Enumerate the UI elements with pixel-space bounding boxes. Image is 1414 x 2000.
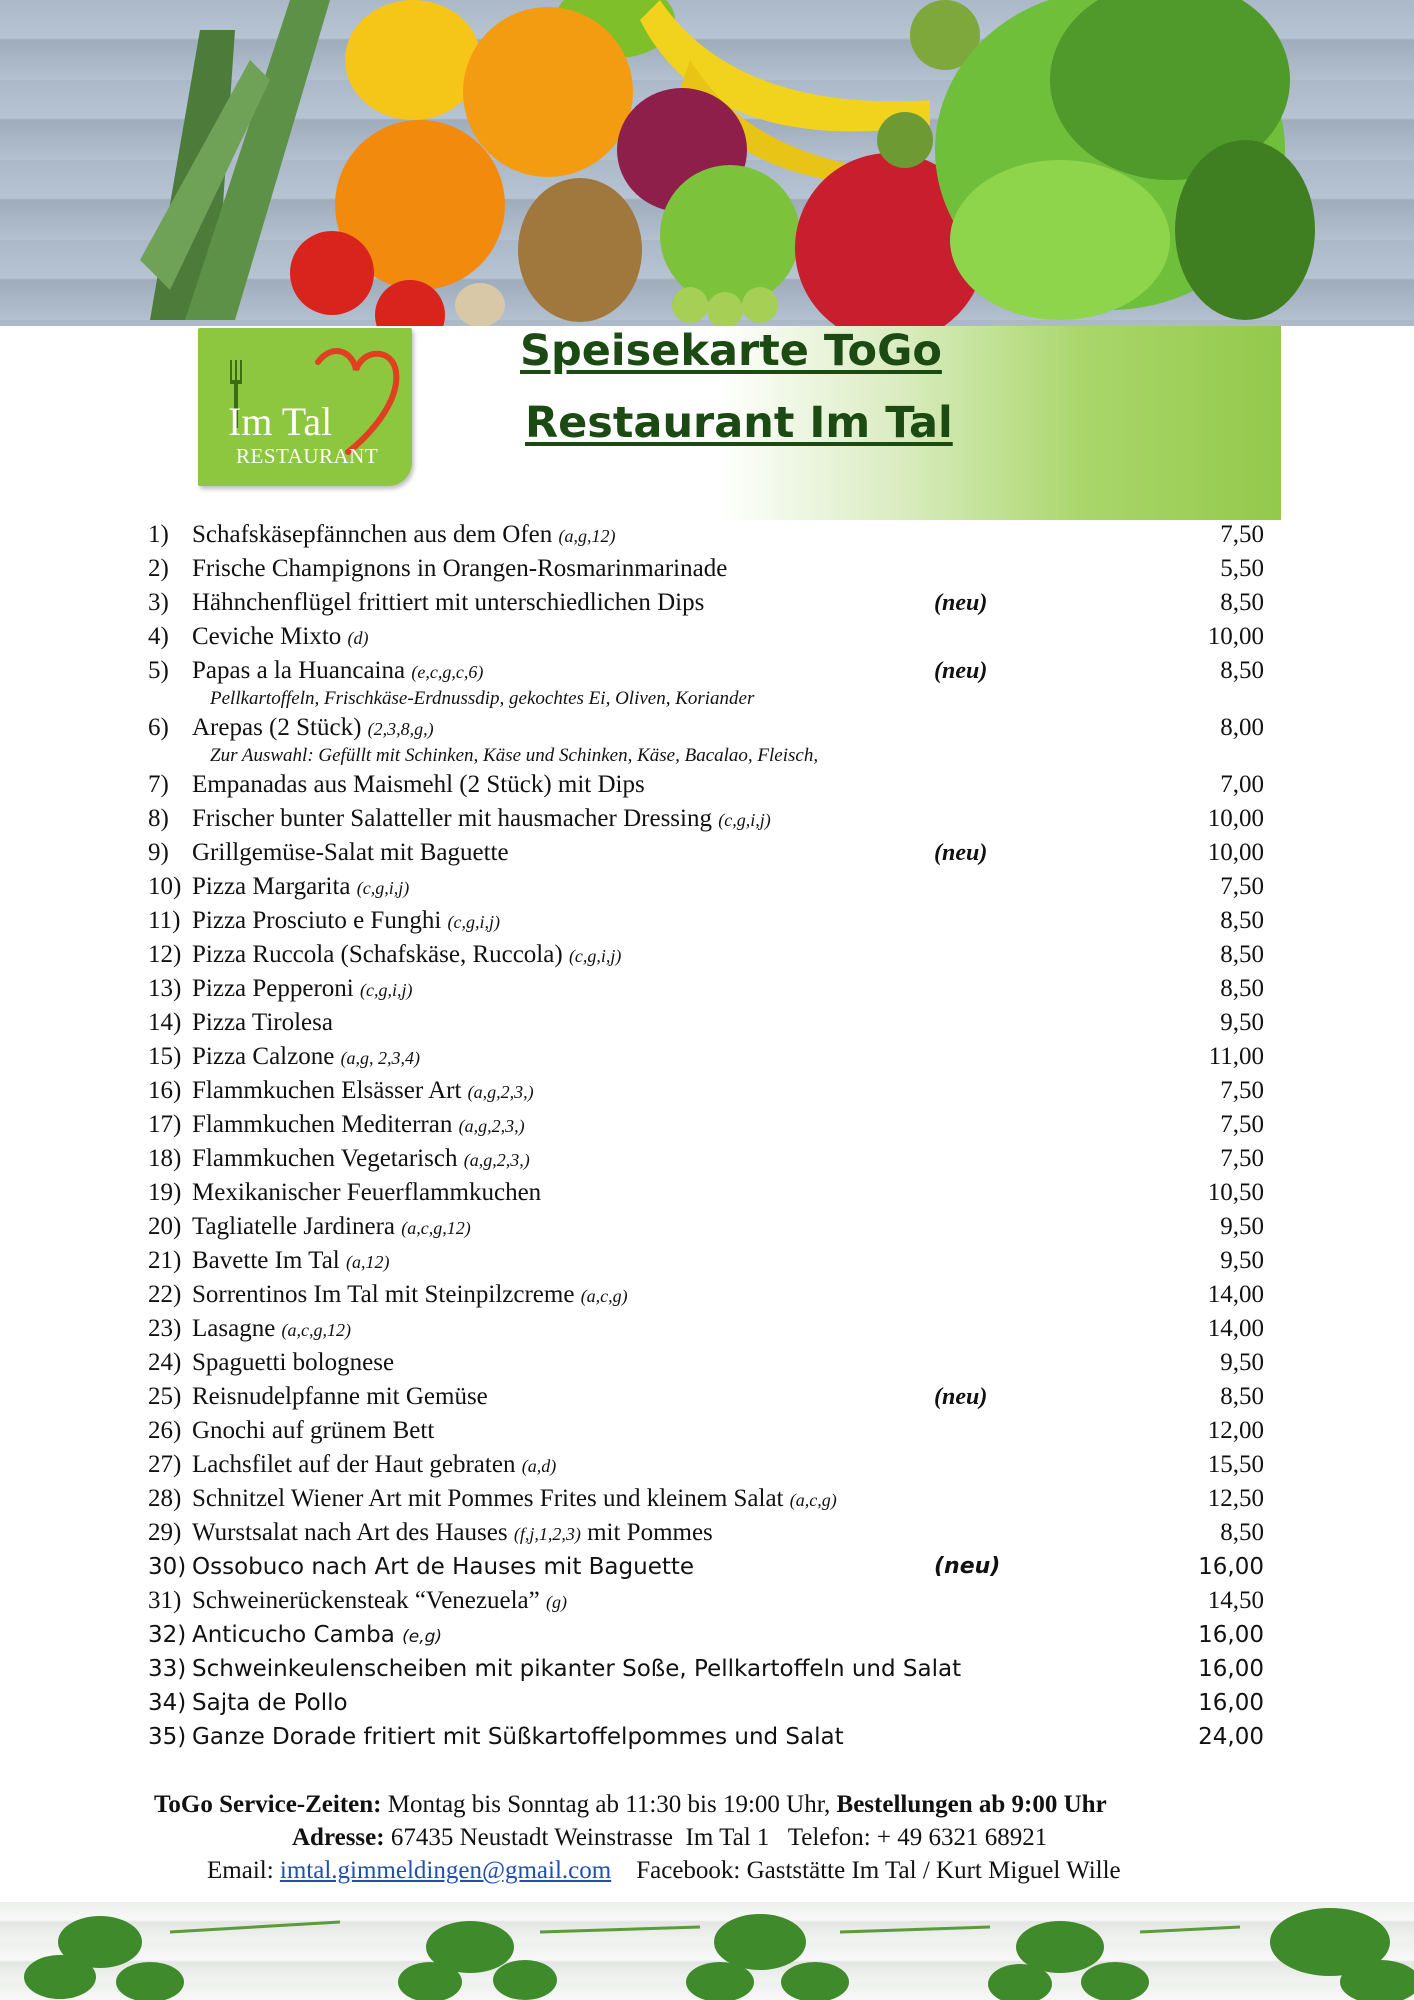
menu-item-allergens: (a,g,2,3,) [467, 1082, 534, 1102]
menu-item-name-line [192, 906, 500, 937]
menu-item-name-line [192, 1042, 420, 1073]
menu-item-allergens: (a,g, 2,3,4) [340, 1048, 421, 1068]
menu-item-price: 7,50 [1220, 1111, 1264, 1138]
menu-item [148, 1210, 1264, 1244]
menu-item [148, 1652, 1264, 1686]
menu-item-name: Schweinkeulenscheiben mit pikanter Soße, Pellkartoffeln und Salat [192, 1656, 962, 1682]
menu-item [148, 586, 1264, 620]
new-badge: (neu) [934, 658, 988, 684]
menu-item-number: 12) [148, 941, 182, 968]
menu-item-price: 16,00 [1198, 1622, 1264, 1648]
menu-item-number: 7) [148, 771, 169, 798]
menu-item-name-line [192, 1280, 628, 1311]
menu-item-name-line [192, 520, 616, 551]
menu-item-price: 7,50 [1220, 1077, 1264, 1104]
service-text: Montag bis Sonntag ab 11:30 bis 19:00 Uhr, [387, 1791, 831, 1818]
menu-item [148, 1006, 1264, 1040]
menu-item-name-line [192, 1008, 333, 1038]
menu-item-suffix: mit Pommes [587, 1519, 713, 1546]
menu-item-allergens: (a,g,2,3,) [463, 1150, 530, 1170]
menu-item-number: 16) [148, 1077, 182, 1104]
menu-item-name: Pizza Prosciuto e Funghi [192, 907, 442, 934]
menu-item-name: Pizza Tirolesa [192, 1009, 333, 1036]
menu-item [148, 1414, 1264, 1448]
menu-item-name: Frische Champignons in Orangen-Rosmarinmarinade [192, 555, 728, 582]
menu-item-price: 8,50 [1220, 1519, 1264, 1546]
menu-item-name: Frischer bunter Salatteller mit hausmacher Dressing [192, 805, 712, 832]
menu-item-price: 11,00 [1208, 1043, 1264, 1070]
menu-item-number: 31) [148, 1587, 182, 1614]
menu-item-description: Zur Auswahl: Gefüllt mit Schinken, Käse und Schinken, Käse, Bacalao, Fleisch, [210, 745, 819, 766]
menu-item-name: Sajta de Pollo [192, 1690, 348, 1716]
new-badge: (neu) [934, 590, 988, 616]
logo-subtitle: RESTAURANT [236, 444, 379, 468]
menu-item-number: 6) [148, 714, 169, 741]
menu-item-name-line [192, 770, 645, 800]
menu-item-price: 9,50 [1220, 1349, 1264, 1376]
menu-item [148, 768, 1264, 802]
menu-item-number: 33) [148, 1656, 187, 1682]
new-badge: (neu) [934, 840, 988, 866]
menu-item [148, 802, 1264, 836]
menu-item-name: Flammkuchen Mediterran [192, 1111, 453, 1138]
service-label: ToGo Service-Zeiten: [154, 1791, 382, 1818]
menu-item-name: Pizza Calzone [192, 1043, 335, 1070]
menu-item-name-line [192, 588, 704, 618]
menu-item-number: 21) [148, 1247, 182, 1274]
restaurant-name: Restaurant Im Tal [525, 398, 953, 448]
menu-item-name-line [192, 1144, 530, 1175]
menu-item-price: 16,00 [1198, 1690, 1264, 1716]
menu-item [148, 1074, 1264, 1108]
logo-name: Im Tal [228, 399, 333, 444]
menu-item-name: Sorrentinos Im Tal mit Steinpilzcreme [192, 1281, 575, 1308]
menu-item-price: 12,50 [1207, 1485, 1264, 1512]
menu-item-name: Bavette Im Tal [192, 1247, 340, 1274]
menu-item [148, 1448, 1264, 1482]
menu-item-allergens: (a,g,12) [558, 526, 616, 546]
menu-item-name-line [192, 1382, 488, 1412]
menu-item-price: 16,00 [1198, 1554, 1264, 1580]
banner-illustration [0, 0, 1414, 326]
menu-item [148, 870, 1264, 904]
menu-item [148, 1142, 1264, 1176]
menu-item-allergens: (a,g,2,3,) [458, 1116, 525, 1136]
menu-item-name: Mexikanischer Feuerflammkuchen [192, 1179, 542, 1206]
menu-item-price: 12,00 [1207, 1417, 1264, 1444]
menu-item-name: Anticucho Camba [192, 1622, 395, 1648]
menu-item-allergens: (e,g) [402, 1627, 443, 1647]
menu-item [148, 1108, 1264, 1142]
menu-item-price: 9,50 [1220, 1009, 1264, 1036]
menu-item-name-line [192, 1246, 390, 1277]
menu-item-name: Spaguetti bolognese [192, 1349, 395, 1376]
menu-item-name-line [192, 1722, 844, 1752]
menu-item-name-line [192, 1620, 442, 1652]
menu-item-price: 10,50 [1207, 1179, 1264, 1206]
menu-item-name: Wurstsalat nach Art des Hauses [192, 1519, 508, 1546]
menu-item-allergens: (g) [545, 1592, 567, 1612]
menu-item-price: 14,00 [1207, 1281, 1264, 1308]
menu-item-number: 34) [148, 1690, 187, 1716]
menu-item-number: 15) [148, 1043, 182, 1070]
menu-item-number: 26) [148, 1417, 182, 1444]
menu-item [148, 620, 1264, 654]
menu-item-name-line [192, 1586, 567, 1617]
menu-item [148, 518, 1264, 552]
menu-item [148, 1346, 1264, 1380]
menu-item-allergens: (2,3,8,g,) [367, 719, 434, 739]
menu-item-number: 22) [148, 1281, 182, 1308]
menu-item [148, 1686, 1264, 1720]
restaurant-logo [198, 328, 412, 486]
menu-item-allergens: (a,12) [346, 1252, 390, 1272]
menu-item-name: Pizza Pepperoni [192, 975, 354, 1002]
menu-item-name: Ganze Dorade fritiert mit Süßkartoffelpommes und Salat [192, 1724, 844, 1750]
menu-item-allergens: (a,c,g,12) [281, 1320, 352, 1340]
facebook-info: Facebook: Gaststätte Im Tal / Kurt Miguel Wille [636, 1857, 1121, 1884]
menu-item-allergens: (a,c,g,12) [401, 1218, 471, 1238]
menu-item-name: Hähnchenflügel frittiert mit unterschiedlichen Dips [192, 589, 705, 616]
menu-item-allergens: (e,c,g,c,6) [411, 662, 484, 682]
menu-item-price: 8,00 [1220, 714, 1264, 741]
menu-item [148, 1618, 1264, 1652]
menu-item-allergens: (a,c,g) [789, 1490, 837, 1510]
menu-item-name-line [192, 1178, 541, 1208]
menu-item [148, 1312, 1264, 1346]
menu-item-name: Empanadas aus Maismehl (2 Stück) mit Dips [192, 771, 645, 798]
menu-item [148, 711, 1264, 745]
email-link[interactable]: imtal.gimmeldingen@gmail.com [279, 1857, 612, 1884]
menu-item-name-line [192, 1654, 961, 1684]
menu-item-price: 8,50 [1220, 941, 1264, 968]
menu-item-name-line [192, 656, 483, 687]
menu-item-number: 28) [148, 1485, 182, 1512]
menu-item-name-line [192, 1416, 434, 1446]
menu-item-allergens: (c,g,i,j) [447, 912, 501, 932]
menu-item-name: Arepas (2 Stück) [192, 714, 362, 741]
menu-item-number: 1) [148, 521, 169, 548]
menu-item-allergens: (a,d) [521, 1456, 557, 1476]
menu-item-name-line [192, 554, 727, 584]
menu-item-number: 17) [148, 1111, 182, 1138]
menu-item-price: 15,50 [1207, 1451, 1264, 1478]
menu-item-name: Flammkuchen Elsässer Art [192, 1077, 462, 1104]
menu-item-price: 7,50 [1220, 873, 1264, 900]
menu-item-number: 3) [148, 589, 169, 616]
menu-item-name: Schafskäsepfännchen aus dem Ofen [192, 521, 553, 548]
menu-item-number: 13) [148, 975, 182, 1002]
address-line [292, 1821, 1047, 1854]
menu-title: Speisekarte ToGo [520, 326, 942, 376]
new-badge: (neu) [934, 1384, 988, 1410]
menu-item [148, 1550, 1264, 1584]
menu-item-name-line [192, 622, 369, 653]
facebook-text [617, 1857, 636, 1884]
menu-item [148, 552, 1264, 586]
menu-item-name-line [192, 1518, 713, 1549]
menu-item-name: Ceviche Mixto [192, 623, 342, 650]
menu-item-number: 25) [148, 1383, 182, 1410]
menu-item [148, 1176, 1264, 1210]
menu-item-name-line [192, 1450, 556, 1481]
menu-item-number: 30) [148, 1554, 187, 1580]
menu-item-price: 7,00 [1220, 771, 1264, 798]
menu-item-allergens: (d) [347, 628, 369, 648]
menu-item-number: 10) [148, 873, 182, 900]
menu-item-name: Grillgemüse-Salat mit Baguette [192, 839, 509, 866]
menu-item [148, 938, 1264, 972]
menu-item-name-line [192, 1076, 534, 1107]
email-label: Email: [207, 1857, 274, 1884]
menu-item-price: 24,00 [1198, 1724, 1264, 1750]
menu-item-number: 5) [148, 657, 169, 684]
menu-item-name: Schweinerückensteak “Venezuela” [192, 1587, 540, 1614]
menu-item-number: 9) [148, 839, 169, 866]
menu-item-allergens: (c,g,i,j) [568, 946, 622, 966]
menu-item [148, 654, 1264, 688]
menu-item-name-line [192, 838, 509, 868]
menu-item [148, 1482, 1264, 1516]
menu-item-price: 9,50 [1220, 1213, 1264, 1240]
menu-item-name-line [192, 872, 409, 903]
menu-item-name: Lasagne [192, 1315, 276, 1342]
menu-item [148, 1584, 1264, 1618]
orders-text: Bestellungen ab 9:00 Uhr [836, 1791, 1107, 1818]
menu-item-name: Schnitzel Wiener Art mit Pommes Frites und kleinem Salat [192, 1485, 784, 1512]
menu-item-price: 14,00 [1207, 1315, 1264, 1342]
menu-item [148, 836, 1264, 870]
menu-item-name: Pizza Margarita [192, 873, 351, 900]
herb-illustration [0, 1902, 1414, 2000]
menu-item-price: 7,50 [1220, 1145, 1264, 1172]
menu-item-number: 29) [148, 1519, 182, 1546]
menu-item-description: Pellkartoffeln, Frischkäse-Erdnussdip, gekochtes Ei, Oliven, Koriander [210, 688, 755, 709]
menu-item-number: 20) [148, 1213, 182, 1240]
menu-item-number: 18) [148, 1145, 182, 1172]
menu-item-number: 23) [148, 1315, 182, 1342]
menu-item-allergens: (a,c,g) [580, 1286, 628, 1306]
menu-item-number: 27) [148, 1451, 182, 1478]
menu-item [148, 1380, 1264, 1414]
menu-item-number: 4) [148, 623, 169, 650]
menu-item-number: 32) [148, 1622, 187, 1648]
menu-item-price: 8,50 [1220, 1383, 1264, 1410]
menu-list [148, 518, 1264, 1754]
menu-item [148, 1040, 1264, 1074]
menu-item-price: 10,00 [1207, 839, 1264, 866]
service-hours [154, 1788, 1107, 1821]
menu-item-name-line [192, 1314, 351, 1345]
menu-item-price: 10,00 [1207, 623, 1264, 650]
menu-item-name: Gnochi auf grünem Bett [192, 1417, 435, 1444]
menu-item-number: 11) [148, 907, 181, 934]
menu-item-price: 8,50 [1220, 657, 1264, 684]
menu-item-name: Tagliatelle Jardinera [192, 1213, 396, 1240]
menu-item-number: 35) [148, 1724, 187, 1750]
menu-item-number: 8) [148, 805, 169, 832]
menu-item-name: Pizza Ruccola (Schafskäse, Ruccola) [192, 941, 563, 968]
menu-item-price: 7,50 [1220, 521, 1264, 548]
menu-item-name-line [192, 974, 413, 1005]
new-badge: (neu) [934, 1554, 1001, 1579]
herb-banner [0, 1902, 1414, 2000]
menu-item-number: 19) [148, 1179, 182, 1206]
menu-item [148, 1720, 1264, 1754]
menu-item-name-line [192, 1110, 525, 1141]
menu-item-number: 14) [148, 1009, 182, 1036]
menu-item [148, 904, 1264, 938]
menu-item-name-line [192, 1212, 471, 1243]
address-text: 67435 Neustadt Weinstrasse Im Tal 1 Telefon: + 49 6321 68921 [390, 1824, 1048, 1851]
menu-item-name: Lachsfilet auf der Haut gebraten [192, 1451, 516, 1478]
fruit-vegetable-banner [0, 0, 1414, 326]
menu-item-allergens: (c,g,i,j) [360, 980, 413, 1000]
menu-item-allergens: (c,g,i,j) [718, 810, 771, 830]
menu-item-name-line [192, 1484, 837, 1515]
menu-item-price: 8,50 [1220, 907, 1264, 934]
menu-item-price: 16,00 [1198, 1656, 1264, 1682]
menu-item-name-line [192, 804, 771, 835]
menu-item-price: 10,00 [1207, 805, 1264, 832]
menu-item-name: Ossobuco nach Art de Hauses mit Baguette [192, 1554, 695, 1580]
menu-item-allergens: (f,j,1,2,3) [513, 1524, 581, 1544]
menu-item-name-line [192, 713, 434, 744]
menu-item-name-line [192, 1688, 348, 1718]
menu-item-allergens: (c,g,i,j) [356, 878, 410, 898]
menu-item-price: 8,50 [1220, 589, 1264, 616]
menu-item-name-line [192, 1552, 694, 1582]
menu-item-price: 8,50 [1220, 975, 1264, 1002]
menu-item-name: Reisnudelpfanne mit Gemüse [192, 1383, 488, 1410]
menu-item-name: Flammkuchen Vegetarisch [192, 1145, 458, 1172]
email-line [207, 1854, 1121, 1887]
menu-item-number: 2) [148, 555, 169, 582]
address-label: Adresse: [292, 1824, 385, 1851]
menu-item-name-line [192, 1348, 394, 1378]
menu-item-price: 14,50 [1207, 1587, 1264, 1614]
menu-item [148, 1516, 1264, 1550]
menu-item-name: Papas a la Huancaina [192, 657, 406, 684]
menu-item-price: 5,50 [1220, 555, 1264, 582]
menu-item [148, 1278, 1264, 1312]
menu-item-name-line [192, 940, 621, 971]
menu-item-number: 24) [148, 1349, 182, 1376]
menu-item [148, 1244, 1264, 1278]
menu-item-price: 9,50 [1220, 1247, 1264, 1274]
menu-item [148, 972, 1264, 1006]
